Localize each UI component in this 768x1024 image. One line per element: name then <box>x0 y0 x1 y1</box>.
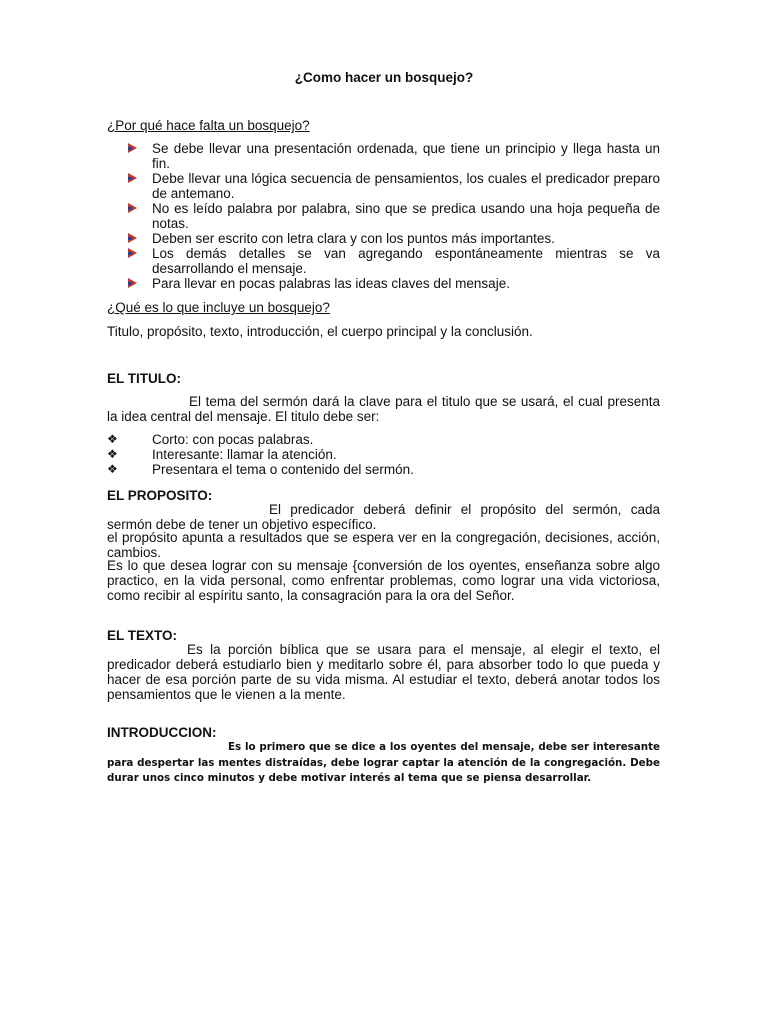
texto-body: Es la porción bíblica que se usara para el mensaje, al elegir el texto, el predicador deberá estudiarlo bien y meditarlo sobre él, para absorber todo lo que pueda y hacer de esa porción parte de su vida misma. Al estudiar el texto, deberá anotar todos los pensamientos que le vienen a la mente. <box>107 642 660 702</box>
titulo-list <box>107 432 660 477</box>
why-outline-item <box>107 141 660 171</box>
titulo-list-item <box>107 447 660 462</box>
why-outline-item-text: No es leído palabra por palabra, sino que se predica usando una hoja pequeña de notas. <box>152 201 660 231</box>
why-outline-item-text: Se debe llevar una presentación ordenada, que tiene un principio y llega hasta un fin. <box>152 141 660 171</box>
why-outline-item <box>107 201 660 231</box>
proposito-heading: EL PROPOSITO: <box>107 488 213 503</box>
what-includes-answer: Titulo, propósito, texto, introducción, el cuerpo principal y la conclusión. <box>107 324 533 339</box>
diamond-bullet-icon: ❖ <box>107 447 118 461</box>
proposito-paragraph-2: el propósito apunta a resultados que se espera ver en la congregación, decisiones, acción, cambios. <box>107 530 660 560</box>
arrow-bullet-icon <box>128 203 137 213</box>
why-outline-list <box>107 141 660 291</box>
diamond-bullet-icon: ❖ <box>107 462 118 476</box>
proposito-paragraph-3: Es lo que desea lograr con su mensaje {conversión de los oyentes, enseñanza sobre algo practico, en la vida personal, como enfrentar problemas, como lograr una vida victoriosa, como recibir al espíritu santo, la consagración para la ora del Señor. <box>107 558 660 603</box>
arrow-bullet-icon <box>128 278 137 288</box>
introduccion-heading: INTRODUCCION: <box>107 725 217 740</box>
why-outline-item-text: Deben ser escrito con letra clara y con los puntos más importantes. <box>152 231 555 246</box>
titulo-body: El tema del sermón dará la clave para el titulo que se usará, el cual presenta la idea central del mensaje. El titulo debe ser: <box>107 394 660 424</box>
arrow-bullet-icon <box>128 173 137 183</box>
titulo-list-item <box>107 462 660 477</box>
why-outline-question: ¿Por qué hace falta un bosquejo? <box>107 118 310 133</box>
titulo-list-item <box>107 432 660 447</box>
why-outline-item <box>107 231 660 246</box>
arrow-bullet-icon <box>128 248 137 258</box>
what-includes-question: ¿Qué es lo que incluye un bosquejo? <box>107 300 330 315</box>
introduccion-body: Es lo primero que se dice a los oyentes del mensaje, debe ser interesante para despertar las mentes distraídas, debe lograr captar la atención de la congregación. Debe durar unos cinco minutos y debe motivar interés al tema que se piensa desarrollar. <box>107 741 660 784</box>
why-outline-item-text: Para llevar en pocas palabras las ideas claves del mensaje. <box>152 276 510 291</box>
proposito-paragraph-1: El predicador deberá definir el propósito del sermón, cada sermón debe de tener un objetivo específico. <box>107 502 660 532</box>
why-outline-item <box>107 276 660 291</box>
arrow-bullet-icon <box>128 143 137 153</box>
why-outline-item <box>107 171 660 201</box>
titulo-heading: EL TITULO: <box>107 371 181 386</box>
titulo-list-item-text: Presentara el tema o contenido del sermón. <box>152 462 414 477</box>
titulo-list-item-text: Corto: con pocas palabras. <box>152 432 314 447</box>
titulo-list-item-text: Interesante: llamar la atención. <box>152 447 337 462</box>
arrow-bullet-icon <box>128 233 137 243</box>
why-outline-item-text: Los demás detalles se van agregando espontáneamente mientras se va desarrollando el mensaje. <box>152 246 660 276</box>
why-outline-item-text: Debe llevar una lógica secuencia de pensamientos, los cuales el predicador preparo de antemano. <box>152 171 660 201</box>
diamond-bullet-icon: ❖ <box>107 432 118 446</box>
why-outline-item <box>107 246 660 276</box>
document-title: ¿Como hacer un bosquejo? <box>294 70 474 85</box>
texto-heading: EL TEXTO: <box>107 628 178 643</box>
